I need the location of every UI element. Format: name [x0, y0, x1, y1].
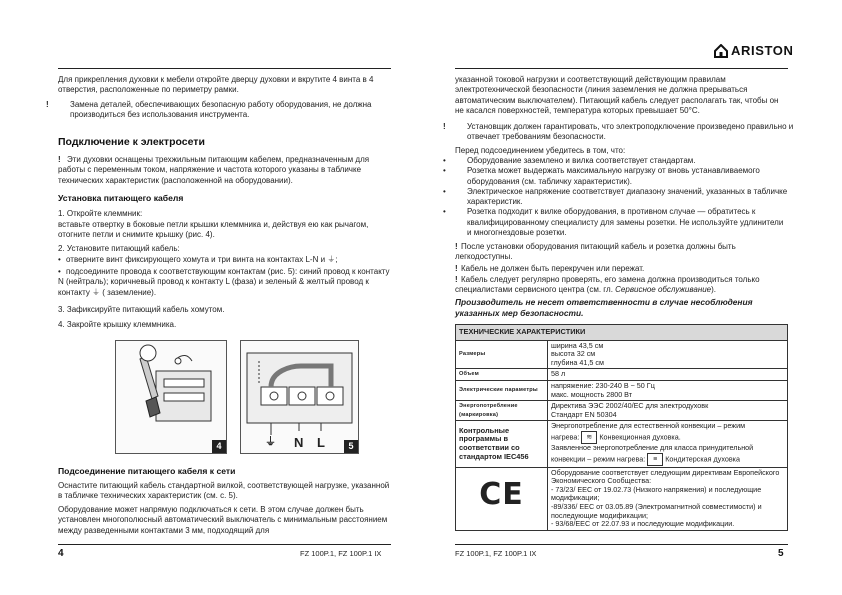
electrical-label: Электрические параметры: [456, 380, 548, 400]
volume-value: 58 л: [548, 369, 788, 381]
service-link-text: Сервисное обслуживание: [615, 285, 712, 295]
phase-label: L: [317, 435, 325, 450]
ground-label: ⏚: [265, 436, 276, 448]
list-item: • Розетка может выдержать максимальную нагрузку от вновь устанавливаемого оборудования (см. табличку характеристик).: [443, 166, 760, 186]
bullet-dot: •: [58, 267, 61, 276]
energy-label: Энергопотребление (маркировка): [456, 401, 548, 421]
house-logo-icon: [714, 44, 728, 58]
step-2: 2. Установите питающий кабель:: [58, 244, 180, 253]
section-title-electric: Подключение к электросети: [58, 136, 205, 148]
left-bottom-rule: [58, 544, 391, 545]
size-values: ширина 43,5 см высота 32 см глубина 41,5 см: [548, 340, 788, 369]
size-label: Размеры: [456, 340, 548, 369]
electrical-values: напряжение: 230-240 В ~ 50 Гц макс. мощность 2800 Вт: [548, 380, 788, 400]
note-accessible: ! После установки оборудования питающий кабель и розетка должны быть легкодоступны.: [455, 242, 736, 262]
step-1-text: вставьте отвертку в боковые петли крышки клеммника и, действуя ею как рычагом, отогните петли и снимите крышку (рис. 4).: [58, 220, 369, 240]
section-intro: ! Эти духовки оснащены трехжильным питающим кабелем, предназначенным для работы с переменным током, напряжение и частота которого указаны в табличке технических характеристик (расположенной на оборудовании).: [58, 155, 370, 185]
left-top-rule: [58, 68, 391, 69]
step-4: 4. Закройте крышку клеммника.: [58, 320, 177, 329]
ce-mark-icon: CE: [479, 476, 524, 512]
warning-icon: !: [443, 122, 446, 131]
bullet-unscrew: • отверните винт фиксирующего хомута и три винта на контактах L-N и ⏚;: [58, 255, 338, 264]
figure-5-number: 5: [344, 440, 358, 453]
table-row: [456, 340, 788, 369]
energy-values: Директива ЭЭС 2002/40/ЕС для электродуховк Стандарт EN 50304: [548, 401, 788, 421]
connect-paragraph-2: Оборудование может напрямую подключаться к сети. В этом случае должен быть установлен многополюсный автоматический выключатель с минимальным расстоянием между разведенными контактами 3 мм, подходящий для: [58, 505, 388, 535]
intro-text: Для прикрепления духовки к мебели откройте дверцу духовки и вкрутите 4 винта в 4 отверстия, расположенные по периметру рамки.: [58, 75, 374, 95]
table-row: [456, 467, 788, 530]
figure-4: [115, 340, 227, 454]
connect-title: Подсоединение питающего кабеля к сети: [58, 466, 236, 476]
page-number-right: 5: [778, 548, 784, 559]
warning-icon: !: [46, 100, 49, 109]
convection-mode-icon: ≋: [581, 431, 597, 444]
volume-label: Объем: [456, 369, 548, 381]
spec-table: [455, 324, 788, 531]
right-bottom-rule: [455, 544, 788, 545]
warning-icon: !: [58, 155, 61, 164]
list-item: • Электрическое напряжение соответствует диапазону значений, указанных в табличке характеристик.: [443, 186, 788, 207]
brand-logo: [714, 43, 793, 58]
bullet-connect: • подсоедините провода к соответствующим контактам (рис. 5): синий провод к контакту N (нейтраль); коричневый провод к контакту L (фаза) и зеленый & желтый провод к контакту ⏚ ( заземление).: [58, 267, 390, 297]
footer-model-right: FZ 100P.1, FZ 100P.1 IX: [455, 549, 537, 558]
note-cable: ! Кабель не должен быть перекручен или пережат.: [455, 264, 645, 273]
table-row: [456, 369, 788, 381]
pastry-mode-icon: ≡: [647, 453, 663, 466]
install-title: Установка питающего кабеля: [58, 193, 184, 203]
table-row: [456, 421, 788, 467]
installer-warning: ! Установщик должен гарантировать, что электроподключение произведено правильно и отвечает требованиям безопасности.: [443, 122, 794, 142]
check-intro: Перед подсоединением убедитесь в том, что:: [455, 146, 626, 155]
step-1: 1. Откройте клеммник:: [58, 209, 143, 218]
neutral-label: N: [294, 435, 304, 450]
step-3: 3. Зафиксируйте питающий кабель хомутом.: [58, 305, 225, 314]
control-programs-values: Энергопотребление для естественной конвекции – режим нагрева: ≋ Конвекционная духовка. Заявленное энергопотребление для класса принудительной конвекции – режим нагрева: ≡ Кондитерская духовка: [548, 421, 788, 467]
bullet-dot: •: [58, 255, 61, 264]
current-load-paragraph: указанной токовой нагрузки и соответствующий действующим правилам электротехнической безопасности (линия заземления не должна прерываться автоматическим выключателем). Питающий кабель следует располагать так, чтобы он не касался поверхностей, температура которых превышает 50°C.: [455, 75, 779, 115]
ce-mark-cell: [456, 467, 548, 530]
figure-5: [240, 340, 359, 454]
control-programs-label: Контрольные программы в соответствии со стандартом IEC456: [456, 421, 548, 467]
manufacturer-disclaimer: Производитель не несет ответственности в случае несоблюдения указанных мер безопасности.: [455, 297, 753, 318]
connect-paragraph-1: Оснастите питающий кабель стандартной вилкой, соответствующей нагрузке, указанной в табличке технических характеристик (см. с. 5).: [58, 481, 390, 501]
page-number-left: 4: [58, 548, 64, 559]
directives-values: Оборудование соответствует следующим директивам Европейского Экономического Сообщества: - 73/23/ EEC от 19.02.73 (Низкого напряжения) и последующие модификации; -89/336/ EEC от 03.05.89 (Электромагнитной совместимости) и последующие модификации; - 93/68/EEC от 22.07.93 и последующие модификации.: [548, 467, 788, 530]
figure-4-number: 4: [212, 440, 226, 453]
note-service: ! Кабель следует регулярно проверять, его замена должна производиться только специалистами сервисного центра (см. гл. Сервисное обслуживание).: [455, 275, 760, 295]
list-item: • Оборудование заземлено и вилка соответствует стандартам.: [443, 156, 696, 165]
right-top-rule: [455, 68, 788, 69]
brand-name: ARISTON: [731, 43, 794, 58]
warning-replacement: ! Замена деталей, обеспечивающих безопасную работу оборудования, не должна производиться без использования инструмента.: [46, 100, 372, 120]
check-list: [443, 156, 788, 238]
table-row: [456, 380, 788, 400]
table-row: [456, 401, 788, 421]
footer-model-left: FZ 100P.1, FZ 100P.1 IX: [300, 549, 382, 558]
list-item: • Розетка подходит к вилке оборудования, в противном случае — обратитесь к квалифицированному специалисту для замены розетки. Не используйте удлинители и многогнездовые розетки.: [443, 207, 784, 238]
spec-table-header: ТЕХНИЧЕСКИЕ ХАРАКТЕРИСТИКИ: [456, 325, 788, 341]
terminal-cover-illustration: [116, 341, 226, 453]
